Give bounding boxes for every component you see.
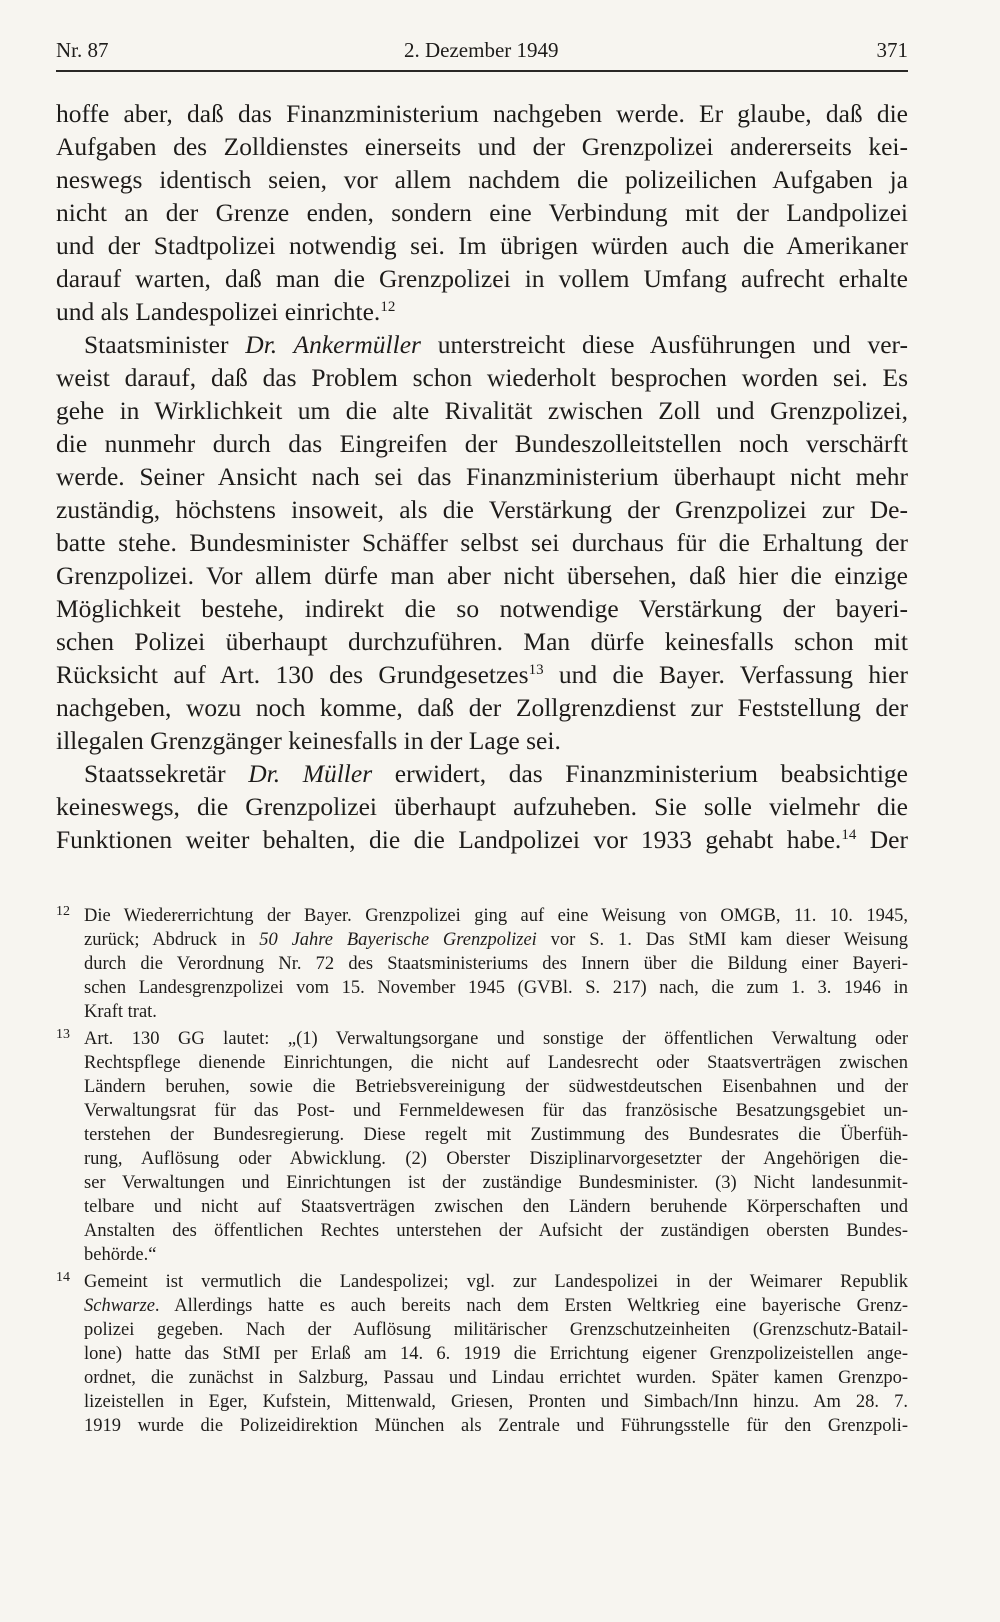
text-fragment: Rücksicht auf Art. 130 des Grundgesetzes [56, 660, 529, 689]
cited-author: Schwarze [84, 1296, 155, 1316]
header-rule [56, 70, 908, 72]
text-line: Aufgaben des Zolldienstes einerseits und der Grenzpolizei andererseits kei- [56, 132, 908, 161]
text-line [56, 823, 908, 856]
text-line: illegalen Grenzgänger keinesfalls in der Lage sei. [56, 726, 561, 755]
footnote-line: ordnet, die zunächst in Salzburg, Passau und Lindau errichtet wurden. Später kamen Grenzpo- [84, 1368, 908, 1388]
text-line: hoffe aber, daß das Finanzministerium nachgeben werde. Er glaube, daß die [56, 99, 908, 128]
footnote-line [84, 928, 908, 952]
text-fragment: unterstreicht diese Ausführungen und ver- [420, 330, 909, 359]
page-number: 371 [876, 38, 908, 62]
footnote-ref: 14 [841, 827, 857, 843]
text-line: die nunmehr durch das Eingreifen der Bundeszolleitstellen noch verschärft [56, 429, 908, 458]
text-line: zuständig, höchstens insoweit, als die Verstärkung der Grenzpolizei zur De- [56, 495, 908, 524]
text-line [56, 295, 908, 328]
text-line: nicht an der Grenze enden, sondern eine Verbindung mit der Landpolizei [56, 198, 908, 227]
footnote-ref: 13 [528, 662, 544, 678]
text-line: schen Polizei überhaupt durchzuführen. Man dürfe keinesfalls schon mit [56, 627, 908, 656]
footnotes [56, 904, 908, 1441]
text-line: Grenzpolizei. Vor allem dürfe man aber nicht übersehen, daß hier die einzige [56, 561, 908, 590]
footnote-line: telbare und nicht auf Staatsverträgen zwischen den Ländern beruhende Körperschaften und [84, 1197, 908, 1217]
text-fragment: Funktionen weiter behalten, die die Landpolizei vor 1933 gehabt habe. [56, 825, 842, 854]
text-line [56, 658, 908, 691]
text-line [56, 328, 908, 361]
footnote-line: Ländern beruhen, sowie die Betriebsvereinigung der südwestdeutschen Eisenbahnen und der [84, 1077, 908, 1097]
footnote-line: Die Wiedererrichtung der Bayer. Grenzpolizei ging auf eine Weisung von OMGB, 11. 10. 1945, [84, 906, 908, 926]
text-line: Möglichkeit bestehe, indirekt die so notwendige Verstärkung der bayeri- [56, 594, 908, 623]
cited-title: 50 Jahre Bayerische Grenzpolizei [259, 930, 537, 950]
footnote-12 [56, 904, 908, 1024]
footnote-14 [56, 1270, 908, 1438]
text-line: nachgeben, wozu noch komme, daß der Zollgrenzdienst zur Feststellung der [56, 693, 908, 722]
footnote-number: 13 [56, 1027, 70, 1042]
text-fragment: Staatsminister [84, 330, 246, 359]
text-line: weist darauf, daß das Problem schon wiederholt besprochen worden sei. Es [56, 363, 908, 392]
footnote-line: polizei gegeben. Nach der Auflösung militärischer Grenzschutzeinheiten (Grenzschutz-Batail- [84, 1320, 908, 1340]
footnote-line: durch die Verordnung Nr. 72 des Staatsministeriums des Innern über die Bildung einer Bayeri- [84, 954, 908, 974]
text-fragment: und als Landespolizei einrichte. [56, 297, 381, 326]
footnote-ref: 12 [380, 299, 396, 315]
footnote-13 [56, 1027, 908, 1267]
footnote-line: lizeistellen in Eger, Kufstein, Mittenwald, Griesen, Pronten und Simbach/Inn hinzu. Am 28. 7. [84, 1392, 908, 1412]
text-line: werde. Seiner Ansicht nach sei das Finanzministerium überhaupt nicht mehr [56, 462, 908, 491]
text-line: gehe in Wirklichkeit um die alte Rivalität zwischen Zoll und Grenzpolizei, [56, 396, 908, 425]
footnote-line [84, 1294, 908, 1318]
person-name: Dr. Müller [248, 759, 373, 788]
text-fragment: . Allerdings hatte es auch bereits nach dem Ersten Weltkrieg eine bayerische Grenz- [154, 1296, 908, 1316]
text-fragment: Der [856, 825, 908, 854]
text-fragment: Staatssekretär [84, 759, 249, 788]
footnote-line: terstehen der Bundesregierung. Diese regelt mit Zustimmung des Bundesrates die Überfüh- [84, 1125, 908, 1145]
footnote-line: ser Verwaltungen und Einrichtungen ist der zuständige Bundesminister. (3) Nicht landesunmit- [84, 1173, 908, 1193]
footnote-line: Anstalten des öffentlichen Rechtes unterstehen der Aufsicht der zuständigen obersten Bundes- [84, 1221, 908, 1241]
footnote-line: Art. 130 GG lautet: „(1) Verwaltungsorgane und sonstige der öffentlichen Verwaltung oder [84, 1029, 908, 1049]
footnote-line: Kraft trat. [84, 1002, 157, 1022]
footnote-number: 12 [56, 904, 70, 919]
main-text [56, 97, 908, 856]
text-line: keineswegs, die Grenzpolizei überhaupt aufzuheben. Sie solle vielmehr die [56, 792, 908, 821]
text-line: batte stehe. Bundesminister Schäffer selbst sei durchaus für die Erhaltung der [56, 528, 908, 557]
issue-number: Nr. 87 [56, 38, 109, 62]
text-line: neswegs identisch seien, vor allem nachdem die polizeilichen Aufgaben ja [56, 165, 908, 194]
footnote-line: rung, Auflösung oder Abwicklung. (2) Oberster Disziplinarvorgesetzter der Angehörigen die- [84, 1149, 908, 1169]
text-fragment: vor S. 1. Das StMI kam dieser Weisung [536, 930, 909, 950]
issue-date: 2. Dezember 1949 [404, 38, 559, 62]
text-fragment: zurück; Abdruck in [84, 930, 260, 950]
footnote-line: Gemeint ist vermutlich die Landespolizei; vgl. zur Landespolizei in der Weimarer Republik [84, 1272, 908, 1292]
footnote-line: lone) hatte das StMI per Erlaß am 14. 6. 1919 die Errichtung eigener Grenzpolizeistellen ange- [84, 1344, 908, 1364]
footnote-line: Verwaltungsrat für das Post- und Fernmeldewesen für das französische Besatzungsgebiet un- [84, 1101, 908, 1121]
footnote-line: Rechtspflege dienende Einrichtungen, die nicht auf Landesrecht oder Staatsverträgen zwischen [84, 1053, 908, 1073]
footnote-line: 1919 wurde die Polizeidirektion München als Zentrale und Führungsstelle für den Grenzpoli- [84, 1416, 908, 1436]
footnote-number: 14 [56, 1270, 70, 1285]
running-head [56, 38, 908, 70]
person-name: Dr. Ankermüller [245, 330, 421, 359]
footnote-line: schen Landesgrenzpolizei vom 15. November 1945 (GVBl. S. 217) nach, die zum 1. 3. 1946 in [84, 978, 908, 998]
text-line: darauf warten, daß man die Grenzpolizei in vollem Umfang aufrecht erhalte [56, 264, 908, 293]
text-line: und der Stadtpolizei notwendig sei. Im übrigen würden auch die Amerikaner [56, 231, 908, 260]
text-line [56, 757, 908, 790]
footnote-line: behörde.“ [84, 1245, 157, 1265]
text-fragment: erwidert, das Finanzministerium beabsichtige [372, 759, 909, 788]
text-fragment: und die Bayer. Verfassung hier [543, 660, 908, 689]
